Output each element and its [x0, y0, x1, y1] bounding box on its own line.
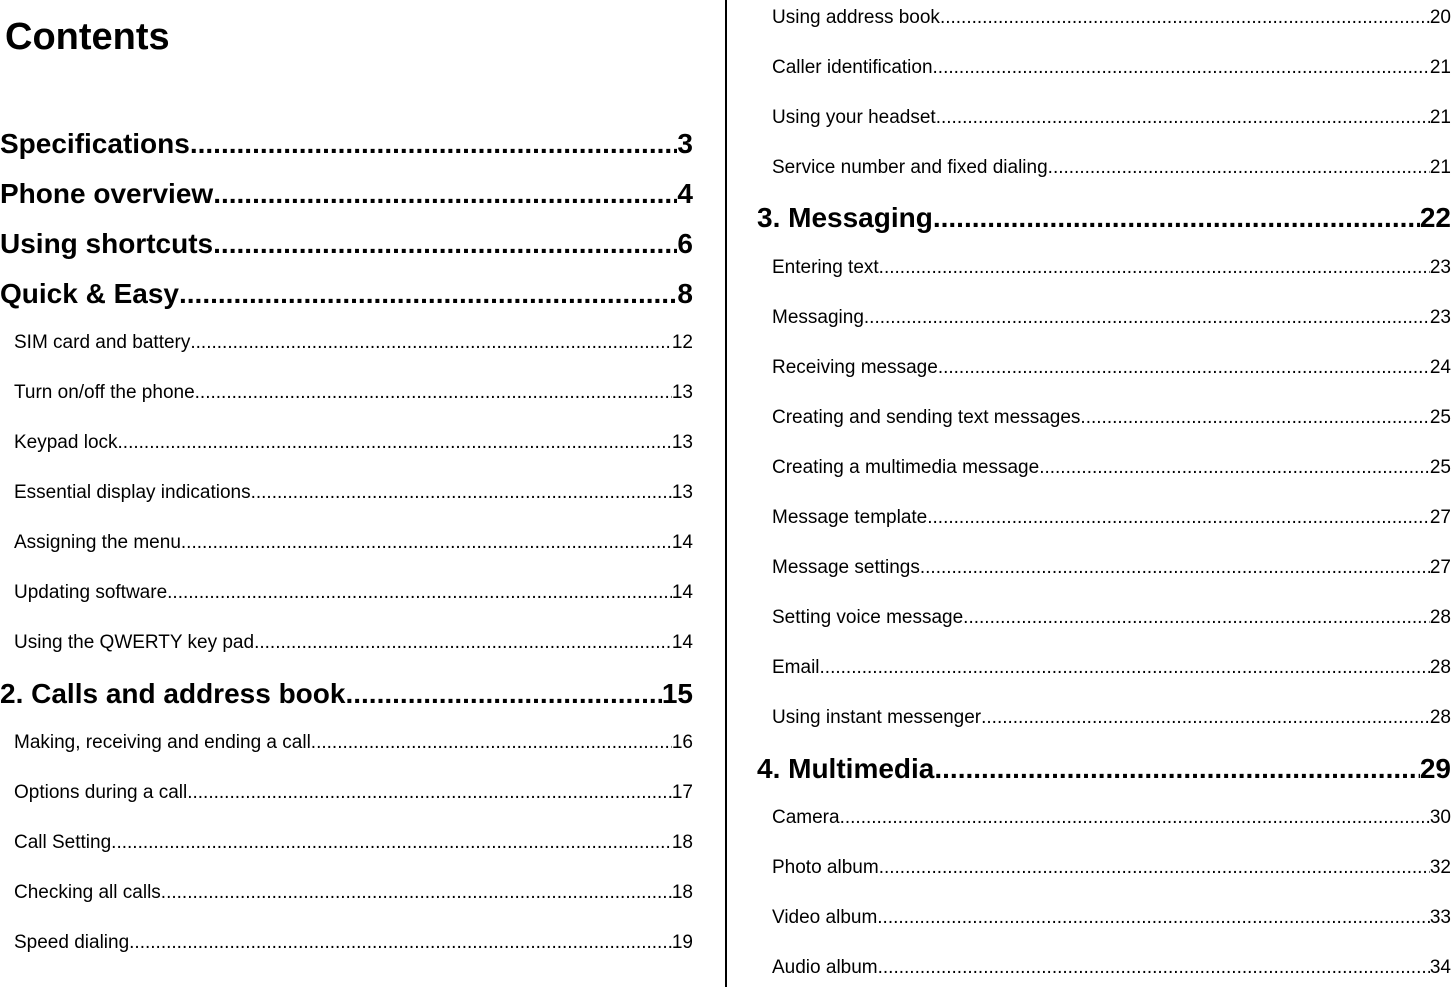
- dot-leader: [118, 428, 672, 458]
- dot-leader: [820, 653, 1430, 683]
- dot-leader: [181, 528, 672, 558]
- dot-leader: [213, 224, 677, 264]
- toc-page-number: 23: [1429, 257, 1451, 278]
- toc-entry-message-settings[interactable]: [772, 553, 1451, 583]
- toc-page-number: 13: [671, 432, 693, 453]
- toc-entry-label: Call Setting: [14, 832, 112, 853]
- toc-entry-label: Email: [772, 657, 820, 678]
- toc-entry-3-messaging[interactable]: [757, 198, 1451, 238]
- toc-entry-messaging[interactable]: [772, 303, 1451, 333]
- toc-entry-photo-album[interactable]: [772, 853, 1451, 883]
- dot-leader: [878, 953, 1430, 983]
- toc-entry-label: Options during a call: [14, 782, 188, 803]
- toc-entry-essential-display-indications[interactable]: [14, 478, 693, 508]
- dot-leader: [879, 253, 1430, 283]
- toc-page-number: 21: [1429, 57, 1451, 78]
- toc-page-number: 27: [1429, 507, 1451, 528]
- toc-page-number: 18: [671, 832, 693, 853]
- toc-page-number: 20: [1429, 7, 1451, 28]
- toc-page-number: 21: [1429, 157, 1451, 178]
- dot-leader: [251, 478, 672, 508]
- toc-entry-caller-identification[interactable]: [772, 53, 1451, 83]
- toc-entry-using-your-headset[interactable]: [772, 103, 1451, 133]
- toc-entry-label: Service number and fixed dialing: [772, 157, 1048, 178]
- toc-entry-label: Audio album: [772, 957, 878, 978]
- toc-entry-camera[interactable]: [772, 803, 1451, 833]
- toc-left-column: [0, 0, 693, 987]
- toc-entry-label: Creating and sending text messages: [772, 407, 1081, 428]
- column-divider: [725, 0, 727, 987]
- toc-page-number: 24: [1429, 357, 1451, 378]
- toc-entry-label: SIM card and battery: [14, 332, 191, 353]
- toc-entry-4-multimedia[interactable]: [757, 749, 1451, 789]
- dot-leader: [864, 303, 1430, 333]
- toc-entry-specifications[interactable]: [0, 124, 693, 164]
- toc-entry-setting-voice-message[interactable]: [772, 603, 1451, 633]
- toc-entry-keypad-lock[interactable]: [14, 428, 693, 458]
- toc-entry-label: Phone overview: [0, 178, 214, 209]
- dot-leader: [190, 124, 678, 164]
- dot-leader: [981, 703, 1430, 733]
- toc-entry-using-the-qwerty-key-pad[interactable]: [14, 628, 693, 658]
- toc-page-number: 28: [1429, 657, 1451, 678]
- dot-leader: [879, 853, 1430, 883]
- toc-entry-label: Essential display indications: [14, 482, 251, 503]
- toc-entry-label: Caller identification: [772, 57, 933, 78]
- dot-leader: [933, 198, 1420, 238]
- dot-leader: [940, 3, 1430, 33]
- toc-entry-entering-text[interactable]: [772, 253, 1451, 283]
- toc-entry-service-number-and-fixed-dialing[interactable]: [772, 153, 1451, 183]
- dot-leader: [213, 174, 677, 214]
- toc-entry-using-address-book[interactable]: [772, 3, 1451, 33]
- dot-leader: [1080, 403, 1429, 433]
- toc-page-number: 22: [1419, 202, 1451, 233]
- toc-page-number: 14: [671, 582, 693, 603]
- toc-entry-message-template[interactable]: [772, 503, 1451, 533]
- toc-entry-2-calls-and-address-book[interactable]: [0, 674, 693, 714]
- toc-page-number: 29: [1419, 753, 1451, 784]
- toc-entry-using-shortcuts[interactable]: [0, 224, 693, 264]
- toc-entry-label: Making, receiving and ending a call: [14, 732, 311, 753]
- dot-leader: [167, 578, 672, 608]
- dot-leader: [1048, 153, 1430, 183]
- toc-entry-checking-all-calls[interactable]: [14, 878, 693, 908]
- toc-entry-audio-album[interactable]: [772, 953, 1451, 983]
- toc-page-number: 34: [1429, 957, 1451, 978]
- dot-leader: [934, 749, 1419, 789]
- dot-leader: [920, 553, 1430, 583]
- toc-entry-label: Keypad lock: [14, 432, 118, 453]
- toc-page-number: 18: [671, 882, 693, 903]
- dot-leader: [190, 328, 671, 358]
- toc-entry-speed-dialing[interactable]: [14, 928, 693, 958]
- toc-page-number: 17: [671, 782, 693, 803]
- toc-entry-receiving-message[interactable]: [772, 353, 1451, 383]
- toc-entry-label: Using the QWERTY key pad: [14, 632, 255, 653]
- toc-entry-label: Specifications: [0, 128, 190, 159]
- toc-entry-label: Checking all calls: [14, 882, 161, 903]
- toc-page-number: 33: [1429, 907, 1451, 928]
- toc-page-number: 15: [661, 678, 693, 709]
- toc-entry-creating-a-multimedia-message[interactable]: [772, 453, 1451, 483]
- toc-page-number: 28: [1429, 707, 1451, 728]
- toc-entry-label: Receiving message: [772, 357, 938, 378]
- dot-leader: [254, 628, 672, 658]
- toc-entry-making-receiving-and-ending-a-call[interactable]: [14, 728, 693, 758]
- dot-leader: [129, 928, 672, 958]
- toc-entry-call-setting[interactable]: [14, 828, 693, 858]
- toc-page-number: 3: [677, 128, 693, 159]
- toc-entry-label: Using your headset: [772, 107, 936, 128]
- dot-leader: [345, 674, 661, 714]
- toc-page-number: 13: [671, 382, 693, 403]
- toc-page-number: 25: [1429, 457, 1451, 478]
- toc-entry-sim-card-and-battery[interactable]: [14, 328, 693, 358]
- toc-entry-label: Speed dialing: [14, 932, 130, 953]
- toc-entry-label: 2. Calls and address book: [0, 678, 346, 709]
- toc-entry-label: Camera: [772, 807, 840, 828]
- toc-right-column: [757, 0, 1451, 987]
- toc-entry-label: Message settings: [772, 557, 920, 578]
- toc-entry-label: Message template: [772, 507, 928, 528]
- toc-page-number: 32: [1429, 857, 1451, 878]
- toc-page-number: 8: [677, 278, 693, 309]
- toc-entry-email[interactable]: [772, 653, 1451, 683]
- toc-page-number: 21: [1429, 107, 1451, 128]
- toc-entry-label: Creating a multimedia message: [772, 457, 1040, 478]
- toc-entry-video-album[interactable]: [772, 903, 1451, 933]
- toc-entry-phone-overview[interactable]: [0, 174, 693, 214]
- toc-page-number: 27: [1429, 557, 1451, 578]
- toc-page-number: 30: [1429, 807, 1451, 828]
- dot-leader: [938, 353, 1430, 383]
- toc-page-number: 16: [671, 732, 693, 753]
- toc-entry-label: Entering text: [772, 257, 879, 278]
- toc-entry-label: 3. Messaging: [757, 202, 933, 233]
- toc-page-number: 19: [671, 932, 693, 953]
- toc-entry-label: Using address book: [772, 7, 940, 28]
- dot-leader: [877, 903, 1430, 933]
- toc-page-number: 23: [1429, 307, 1451, 328]
- toc-entry-label: Using instant messenger: [772, 707, 982, 728]
- toc-entry-label: Using shortcuts: [0, 228, 214, 259]
- dot-leader: [933, 53, 1430, 83]
- toc-entry-label: Updating software: [14, 582, 168, 603]
- toc-page-number: 6: [677, 228, 693, 259]
- toc-entry-label: Messaging: [772, 307, 864, 328]
- toc-entry-updating-software[interactable]: [14, 578, 693, 608]
- dot-leader: [179, 274, 677, 314]
- toc-entry-label: Turn on/off the phone: [14, 382, 195, 403]
- dot-leader: [927, 503, 1430, 533]
- dot-leader: [195, 378, 672, 408]
- toc-page-number: 13: [671, 482, 693, 503]
- dot-leader: [963, 603, 1430, 633]
- toc-page-number: 14: [671, 632, 693, 653]
- toc-page-number: 12: [671, 332, 693, 353]
- toc-entry-assigning-the-menu[interactable]: [14, 528, 693, 558]
- dot-leader: [311, 728, 672, 758]
- toc-entry-label: Setting voice message: [772, 607, 964, 628]
- toc-entry-creating-and-sending-text-messages[interactable]: [772, 403, 1451, 433]
- dot-leader: [161, 878, 672, 908]
- dot-leader: [840, 803, 1430, 833]
- toc-entry-label: Video album: [772, 907, 878, 928]
- toc-entry-label: Photo album: [772, 857, 879, 878]
- toc-entry-using-instant-messenger[interactable]: [772, 703, 1451, 733]
- toc-entry-turn-on-off-the-phone[interactable]: [14, 378, 693, 408]
- dot-leader: [111, 828, 672, 858]
- dot-leader: [187, 778, 672, 808]
- toc-page-number: 25: [1429, 407, 1451, 428]
- page-title: Contents: [5, 16, 170, 58]
- toc-page-number: 4: [677, 178, 693, 209]
- toc-page-number: 14: [671, 532, 693, 553]
- dot-leader: [936, 103, 1430, 133]
- toc-entry-quick-easy[interactable]: [0, 274, 693, 314]
- toc-entry-label: Quick & Easy: [0, 278, 179, 309]
- toc-page-number: 28: [1429, 607, 1451, 628]
- toc-entry-label: 4. Multimedia: [757, 753, 935, 784]
- toc-entry-label: Assigning the menu: [14, 532, 181, 553]
- toc-entry-options-during-a-call[interactable]: [14, 778, 693, 808]
- dot-leader: [1039, 453, 1430, 483]
